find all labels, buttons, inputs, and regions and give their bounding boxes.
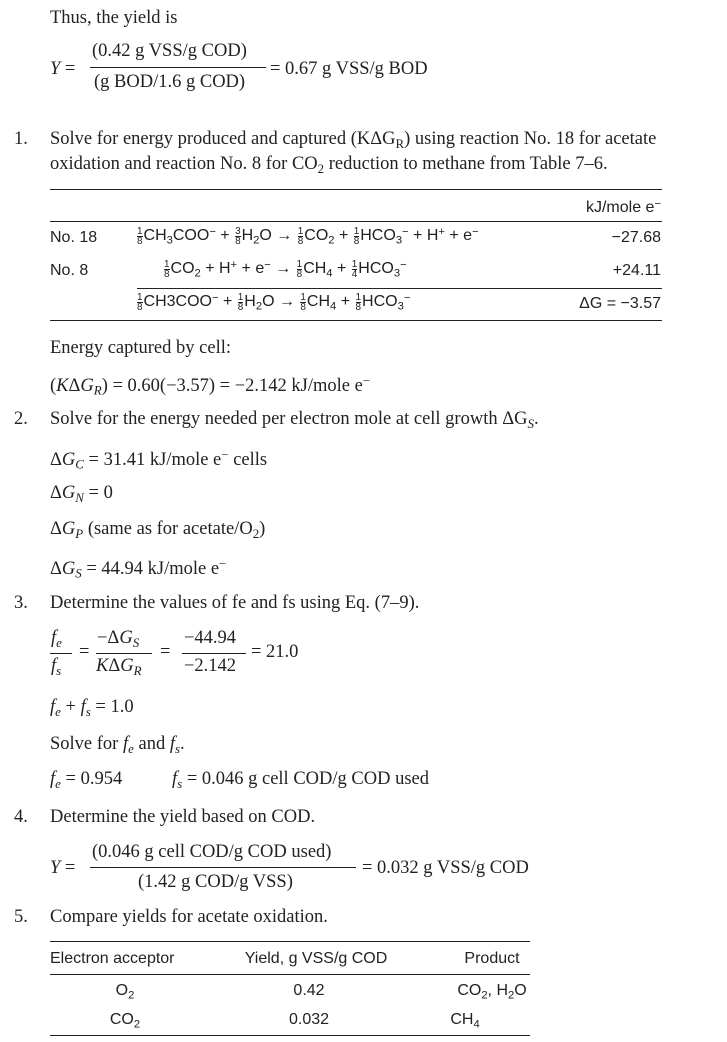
fraction-bar <box>50 653 72 654</box>
reaction-label: No. 8 <box>50 262 89 279</box>
table-bottom-rule <box>50 320 662 321</box>
sum-rule <box>137 288 662 289</box>
intro-text: Thus, the yield is <box>50 8 178 28</box>
equals-sign: = <box>160 642 171 662</box>
yield-denominator: (g BOD/1.6 g COD) <box>94 72 246 92</box>
denominator-value: −2.142 <box>184 656 237 676</box>
step-1-line-1: Solve for energy produced and captured $(K\Delta G_R)$ using reaction No. 18 for acetate <box>50 129 657 151</box>
step-number: 3. <box>14 593 28 613</box>
yield-numerator: (0.42 g VSS/g COD) <box>92 41 247 61</box>
step-1-line-2: oxidation and reaction No. 8 for $CO_2$ reduction to methane from Table 7–6. <box>50 154 608 176</box>
reaction-18-equation: $\frac{1}{8}$ $CH_3COO^-$ + $\frac{3}{8}$ $H_2O$ → $\frac{1}{8}$ $CO_2$ + $\frac{1}{8}$ $HCO_3^- + H^+ + e^-$ <box>137 226 479 248</box>
step-number: 2. <box>14 409 28 429</box>
equals-sign: = <box>79 642 90 662</box>
net-reaction-equation: $\frac{1}{8}$ CH3COO− + $\frac{1}{8}$ $H_2O$ → $\frac{1}{8}$ $CH_4$ + $\frac{1}{8}$ $HCO_3^-$ <box>137 292 411 314</box>
reaction-value: −27.68 <box>611 229 661 246</box>
step-number: 1. <box>14 129 28 149</box>
fraction-bar <box>90 67 266 68</box>
neg-delta-gs: $-\Delta G_S$ <box>97 628 140 650</box>
table-cell: $CO_2$ <box>109 1011 141 1031</box>
compare-table-bottom-rule <box>50 1035 530 1036</box>
fe-symbol: $f_e$ <box>51 628 62 650</box>
compare-table-top-rule <box>50 941 530 942</box>
cod-yield-result: = 0.032 g VSS/g COD <box>362 858 529 878</box>
fraction-bar <box>182 653 246 654</box>
delta-gn-equation: $\Delta G_N = 0$ <box>50 483 113 505</box>
step-5-text: Compare yields for acetate oxidation. <box>50 907 328 927</box>
yield-label: Y = <box>50 59 76 79</box>
step-2-text: Solve for the energy needed per electron mole at cell growth $\Delta G_S$. <box>50 409 539 431</box>
column-header: Product <box>464 950 520 967</box>
step-number: 4. <box>14 807 28 827</box>
fraction-bar <box>90 867 356 868</box>
step-3-text: Determine the values of fe and fs using Eq. (7–9). <box>50 593 420 613</box>
compare-table-header-rule <box>50 974 530 975</box>
step-4-text: Determine the yield based on COD. <box>50 807 316 827</box>
column-header: Yield, g VSS/g COD <box>244 950 388 967</box>
table-cell: $CH_4$ <box>450 1011 480 1031</box>
reaction-label: No. 18 <box>50 229 98 246</box>
step-number: 5. <box>14 907 28 927</box>
fraction-bar <box>96 653 152 654</box>
table-cell: $CO_2$, $H_2O$ <box>457 982 527 1002</box>
table-header-rule <box>50 221 662 222</box>
delta-gs-equation: $\Delta G_S = 44.94$ kJ/mole e− <box>50 556 227 581</box>
fe-fs-ratio-result: = 21.0 <box>251 642 299 662</box>
table-cell: $O_2$ <box>115 982 135 1002</box>
solve-text: Solve for $f_e$ and $f_s$. <box>50 734 185 756</box>
fe-fs-sum: $f_e + f_s = 1.0$ <box>50 697 134 719</box>
cod-yield-label: Y = <box>50 858 76 878</box>
energy-captured-label: Energy captured by cell: <box>50 338 231 358</box>
delta-gp-equation: $\Delta G_P$ (same as for acetate/$O_2$) <box>50 519 266 541</box>
cod-yield-numerator: (0.046 g cell COD/g COD used) <box>92 842 332 862</box>
reaction-8-equation: $\frac{1}{8}$ $CO_2 + H^+ + e^-$ → $\frac{1}{8}$ $CH_4$ + $\frac{1}{4}$ $HCO_3^-$ <box>164 259 407 281</box>
units-header: kJ/mole e− <box>585 198 661 217</box>
delta-g-value: ΔG = −3.57 <box>579 295 661 312</box>
cod-yield-denominator: (1.42 g COD/g VSS) <box>138 872 293 892</box>
column-header: Electron acceptor <box>50 950 175 967</box>
fs-value: $f_s = 0.046$ g cell COD/g COD used <box>172 769 429 791</box>
k-delta-gr: $K\Delta G_R$ <box>96 656 142 678</box>
fs-symbol: $f_s$ <box>51 656 62 678</box>
fe-value: $f_e = 0.954$ <box>50 769 123 791</box>
yield-result: = 0.67 g VSS/g BOD <box>270 59 428 79</box>
energy-captured-equation: $(K\Delta G_R) = 0.60(-3.57) = -2.142$ kJ/mole e− <box>50 373 371 398</box>
delta-gc-equation: $\Delta G_C = 31.41$ kJ/mole e− cells <box>50 447 268 472</box>
table-top-rule <box>50 189 662 190</box>
table-cell: 0.032 <box>288 1011 330 1028</box>
reaction-value: +24.11 <box>612 262 661 279</box>
numerator-value: −44.94 <box>184 628 237 648</box>
table-cell: 0.42 <box>293 982 325 999</box>
